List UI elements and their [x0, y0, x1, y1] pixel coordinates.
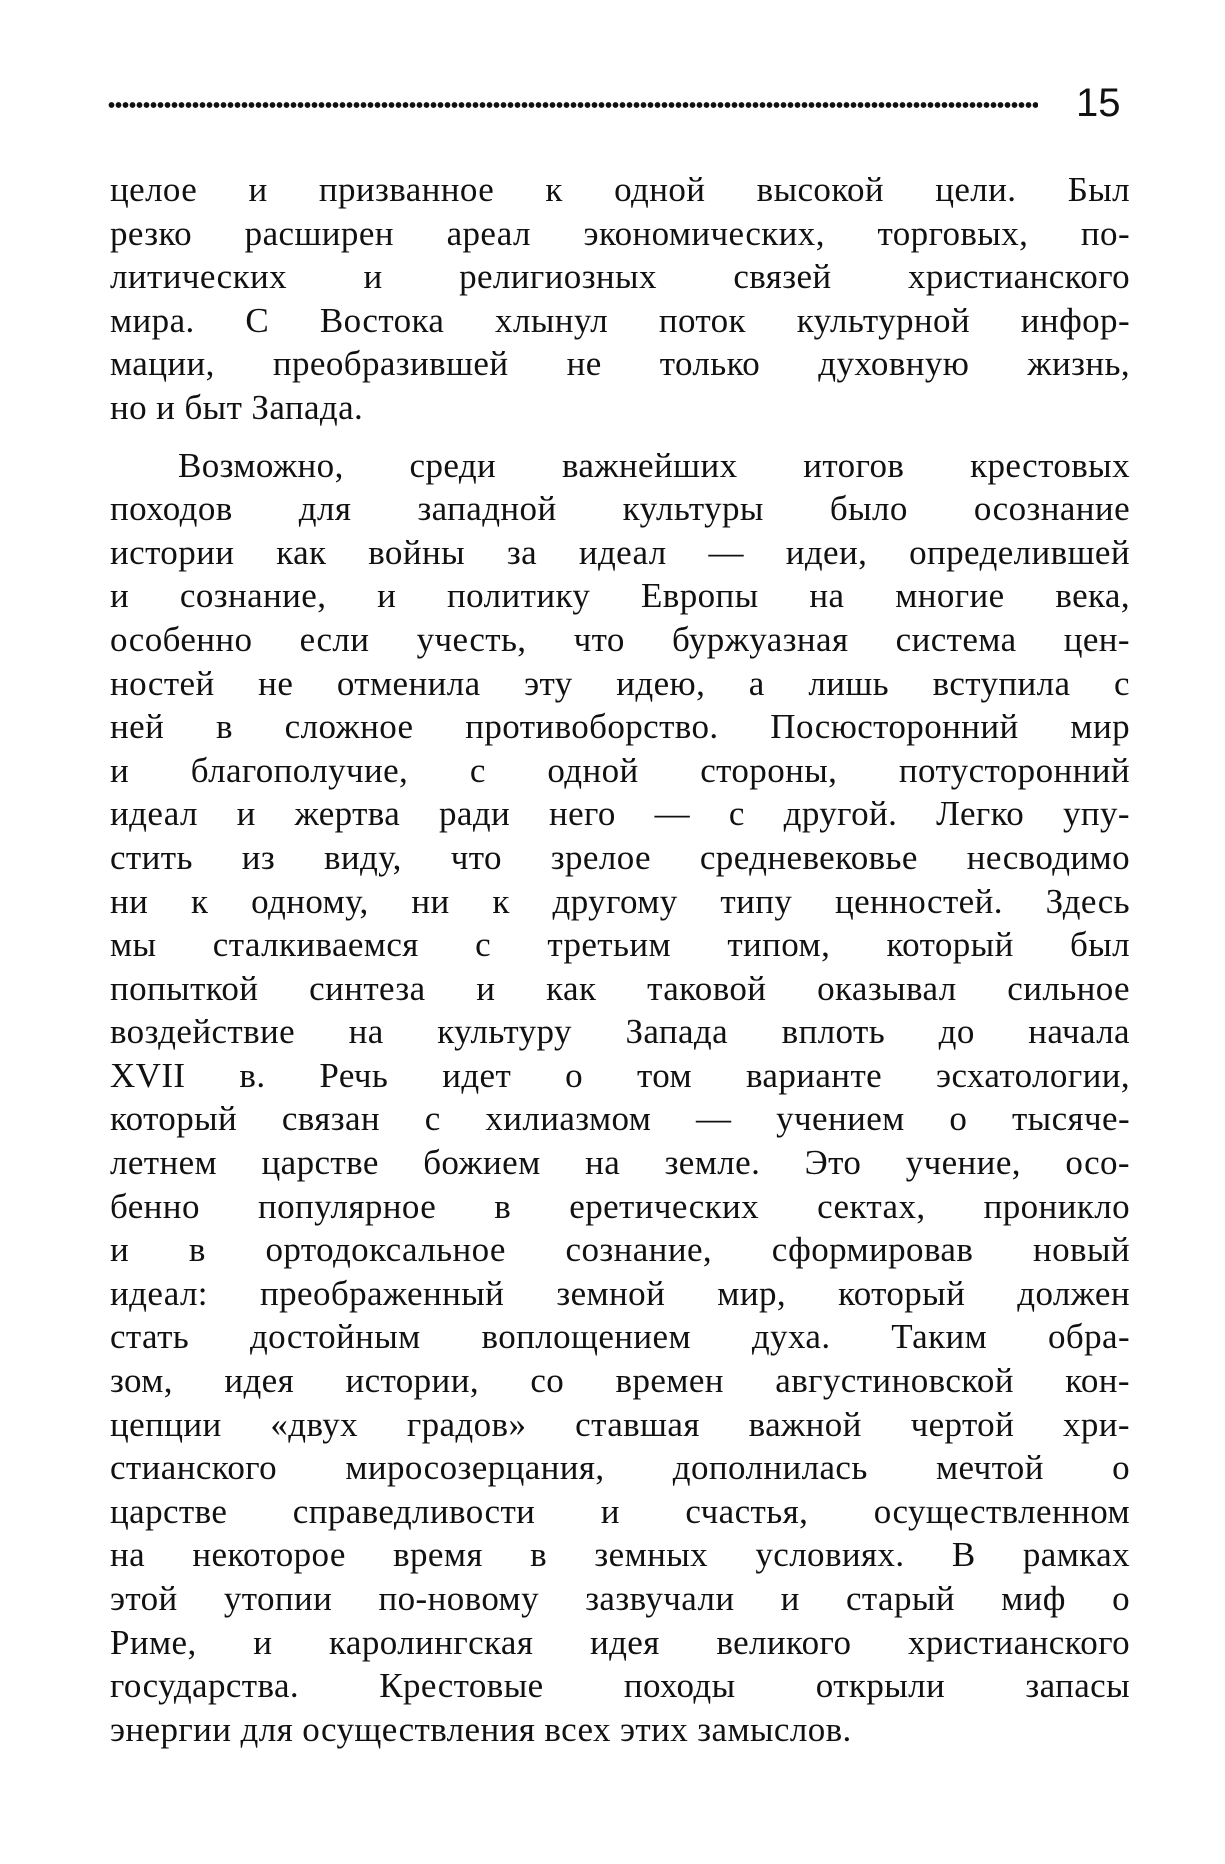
text-line: воздействие на культуру Запада вплоть до начала [110, 1012, 1130, 1052]
paragraph [110, 168, 1130, 430]
text-line: который связан с хилиазмом — учением о тысяче- [110, 1099, 1130, 1139]
text-line: целое и призванное к одной высокой цели. Был [110, 170, 1130, 209]
text-line: стианского миросозерцания, дополнилась мечтой о [110, 1448, 1130, 1488]
text-line: летнем царстве божием на земле. Это учение, осо- [110, 1143, 1130, 1183]
text-line: особенно если учесть, что буржуазная система цен- [110, 619, 1130, 659]
paragraph [110, 444, 1130, 1752]
body-text [110, 168, 1130, 1751]
text-line: и благополучие, с одной стороны, потусторонний [110, 750, 1130, 790]
text-line: мира. С Востока хлынул поток культурной инфор- [110, 300, 1130, 340]
page-header [108, 78, 1128, 128]
paragraphs [110, 168, 1130, 1751]
text-line: энергии для осуществления всех этих замыслов. [110, 1709, 852, 1749]
page-number: 15 [1076, 81, 1121, 125]
text-line: ни к одному, ни к другому типу ценностей. Здесь [110, 881, 1130, 921]
text-line: и сознание, и политику Европы на многие века, [110, 576, 1130, 616]
text-line: XVII в. Речь идет о том варианте эсхатологии, [110, 1055, 1130, 1095]
text-line: цепции «двух градов» ставшая важной чертой хри- [110, 1404, 1130, 1444]
paragraph-gap [110, 430, 1130, 444]
text-line: государства. Крестовые походы открыли запасы [110, 1666, 1130, 1706]
text-line: Риме, и каролингская идея великого христианского [110, 1622, 1130, 1662]
text-line: мации, преобразившей не только духовную жизнь, [110, 344, 1130, 384]
text-line: попыткой синтеза и как таковой оказывал сильное [110, 968, 1130, 1008]
decorative-dotted-rule [108, 100, 1038, 110]
text-line: на некоторое время в земных условиях. В рамках [110, 1535, 1130, 1575]
text-line: но и быт Запада. [110, 387, 364, 427]
text-line: и в ортодоксальное сознание, сформировав новый [110, 1230, 1130, 1270]
text-line: бенно популярное в еретических сектах, проникло [110, 1186, 1130, 1226]
text-line: стать достойным воплощением духа. Таким обра- [110, 1317, 1130, 1357]
text-line: Возможно, среди важнейших итогов крестовых [178, 445, 1130, 485]
text-line: идеал и жертва ради него — с другой. Легко упу- [110, 794, 1130, 834]
text-line: мы сталкиваемся с третьим типом, который был [110, 925, 1130, 965]
text-line: истории как войны за идеал — идеи, определившей [110, 532, 1130, 572]
text-line: стить из виду, что зрелое средневековье несводимо [110, 837, 1130, 877]
text-line: ностей не отменила эту идею, а лишь вступила с [110, 663, 1130, 703]
text-line: царстве справедливости и счастья, осуществленном [110, 1491, 1130, 1531]
text-line: идеал: преображенный земной мир, который должен [110, 1273, 1130, 1313]
text-line: этой утопии по-новому зазвучали и старый миф о [110, 1579, 1130, 1618]
text-line: походов для западной культуры было осознание [110, 489, 1130, 529]
text-line: резко расширен ареал экономических, торговых, по- [110, 213, 1130, 253]
text-line: литических и религиозных связей христианского [110, 257, 1130, 297]
text-line: зом, идея истории, со времен августиновской кон- [110, 1361, 1130, 1401]
text-line: ней в сложное противоборство. Посюсторонний мир [110, 707, 1130, 747]
